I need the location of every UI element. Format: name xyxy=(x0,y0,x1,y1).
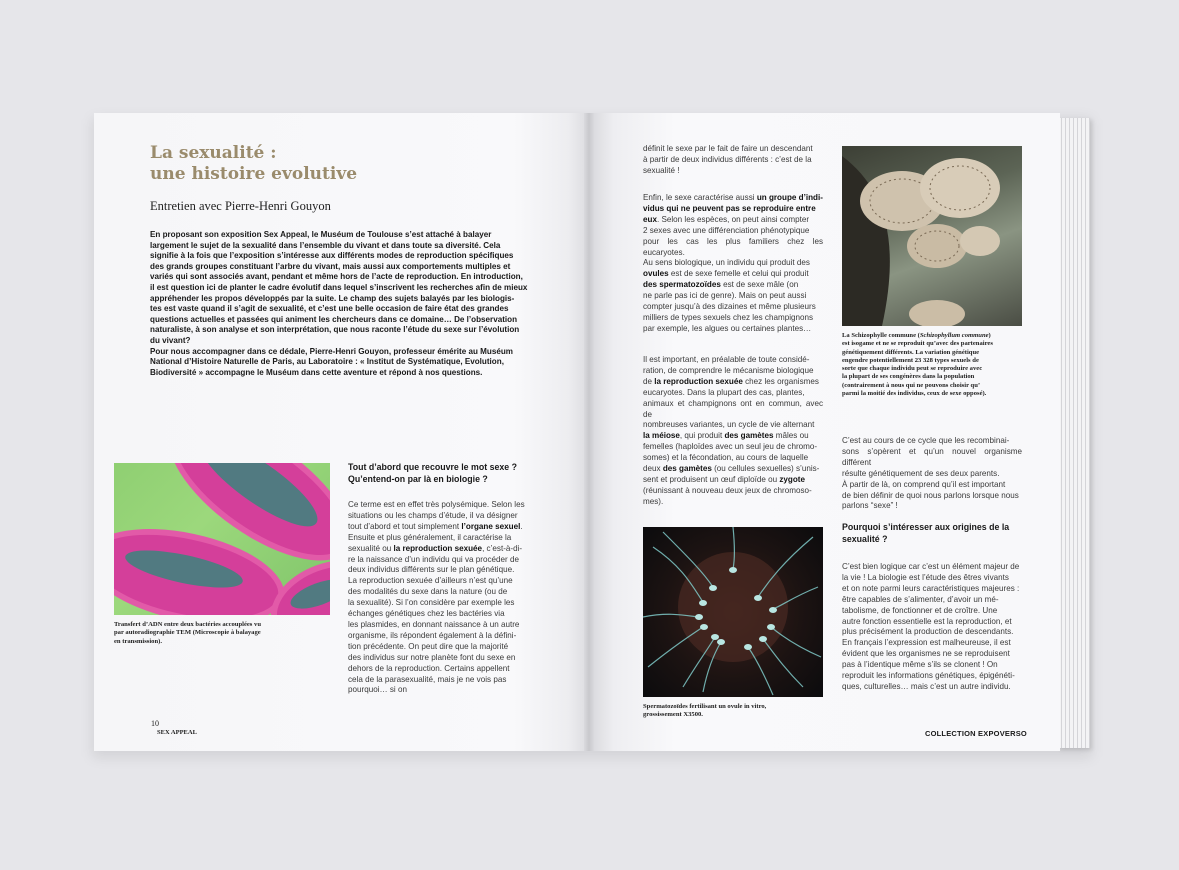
body-line: pour les cas les plus familiers chez les eucaryotes. xyxy=(643,236,823,257)
body-line: re la naissance d’un individu qui va procéder de xyxy=(348,554,519,564)
intro-line: National d’Histoire Naturelle de Paris, au Laboratoire : « Institut de Systématique, Evolution, xyxy=(150,357,504,367)
body-line: Ce terme est en effet très polysémique. Selon les xyxy=(348,500,525,509)
caption-line: (contrairement à nous qui ne pouvons choisir qu’ xyxy=(842,381,981,389)
body-line: milliers de types sexuels chez les champignons xyxy=(643,312,814,322)
bacteria-caption xyxy=(114,621,330,646)
footer-label: COLLECTION xyxy=(925,729,976,738)
body-line: ne parle pas ici de genre). Mais on peut aussi xyxy=(643,291,807,301)
body-line: somes) et la fécondation, au cours de laquelle xyxy=(643,453,809,463)
article-title xyxy=(150,143,480,185)
intro-line: naturaliste, à son analyse et son interprétation, que nous raconte l’étude du sexe sur l’évolution xyxy=(150,325,520,335)
book-gutter xyxy=(584,113,594,751)
body-line: sexualité ou la reproduction sexuée, c’est-à-di- xyxy=(348,543,523,553)
body-line: situations ou les champs d’étude, il va désigner xyxy=(348,510,518,520)
intro-line: largement le sujet de la sexualité dans l’ensemble du vivant et dans toute sa diversité. Cela xyxy=(150,240,501,250)
page-number: 10 xyxy=(151,719,159,728)
right-col1-mid-text xyxy=(643,193,823,335)
right-col1-top-text xyxy=(643,144,823,177)
intro-paragraph xyxy=(150,230,531,378)
collection-footer xyxy=(925,729,1027,738)
body-line: être capables de s’alimenter, d’avoir un mé- xyxy=(842,594,999,604)
question-line: Pourquoi s’intéresser aux origines de la xyxy=(842,522,1010,532)
body-line: compter jusqu’à des dizaines et même plusieurs xyxy=(643,302,816,312)
body-line: deux des gamètes (ou cellules sexuelles) s’unis- xyxy=(643,464,820,474)
body-line: tion précédente. On peut dire que la majorité xyxy=(348,641,509,651)
caption-line: génétiquement différents. La variation génétique xyxy=(842,348,980,356)
article-title-line: La sexualité : xyxy=(150,143,277,163)
caption-line: en transmission). xyxy=(114,637,162,645)
species-name: Schizophyllum commune xyxy=(919,332,989,339)
body-line: C’est bien logique car c’est un élément majeur de xyxy=(842,562,1020,571)
question-heading-2 xyxy=(842,522,1022,545)
caption-line: Spermatozoïdes fertilisant un ovule in vitro, xyxy=(643,703,767,710)
intro-line: variés qui sont associés avant, pendant et même hors de l’acte de reproduction. En introduction, xyxy=(150,272,523,282)
body-line: sent et produisent un œuf diploïde ou zygote xyxy=(643,474,805,484)
right-col1-bottom-text xyxy=(643,355,823,508)
caption-line: engendre potentiellement 23 328 types sexuels de xyxy=(842,356,979,364)
body-line: des individus sur notre planète font du sexe en xyxy=(348,652,516,662)
body-line: évident que les organismes ne se reproduisent xyxy=(842,649,1010,659)
sperm-image xyxy=(643,527,823,697)
body-line: et on note parmi leurs caractéristiques majeures : xyxy=(842,583,1020,593)
body-line: La reproduction sexuée d’ailleurs n’est qu’une xyxy=(348,576,513,586)
body-line: de la reproduction sexuée chez les organismes xyxy=(643,376,819,386)
bacteria-image xyxy=(114,463,330,615)
caption-line: grossissement X3500. xyxy=(643,711,703,719)
body-line: vidus qui ne peuvent pas se reproduire entre xyxy=(643,203,816,213)
body-line: mes). xyxy=(643,496,664,506)
intro-line: il est question ici de planter le cadre évolutif dans lequel s’inscrivent les recherches afin de mieux xyxy=(150,282,528,292)
body-line: deux individus différents sur le plan génétique. xyxy=(348,565,515,575)
body-line: tout d’abord et tout simplement l’organe sexuel. xyxy=(348,521,523,531)
body-line: tabolisme, de fonctionner et de croître. Une xyxy=(842,605,998,615)
sperm-caption xyxy=(643,703,833,720)
body-line: la vie ! La biologie est l’étude des êtres vivants xyxy=(842,572,1009,582)
caption-line xyxy=(842,332,1024,340)
body-line: résulte génétiquement de ses deux parents. xyxy=(842,468,1000,478)
body-line: animaux et champignons ont en commun, avec de xyxy=(643,398,823,419)
body-line: Au sens biologique, un individu qui produit des xyxy=(643,258,810,268)
body-line: reproduit les informations génétiques, épigénéti- xyxy=(842,671,1015,681)
body-line: la méiose, qui produit des gamètes mâles ou xyxy=(643,431,809,441)
caption-text: La Schizophylle commune ( xyxy=(842,332,920,339)
intro-line: des grands groupes constituant l’arbre du vivant, mais aussi aux comportements multiples et xyxy=(150,261,511,271)
body-line: par exemple, les algues ou certaines plantes… xyxy=(643,323,812,333)
intro-line: signifie à la fois que l’exposition s’intéresse aux différents modes de reproduction spécifiques xyxy=(150,251,514,261)
caption-text: ) xyxy=(988,332,991,339)
body-line: parlons “sexe” ! xyxy=(842,501,898,511)
body-line: nombreuses variantes, un cycle de vie alternant xyxy=(643,420,815,430)
body-line: pourquoi… si on xyxy=(348,685,407,695)
body-line: C’est au cours de ce cycle que les recombinai- xyxy=(842,436,1010,445)
caption-line: par autoradiographie TEM (Microscopie à balayage xyxy=(114,629,261,637)
question-heading xyxy=(348,462,531,485)
body-line: Ensuite et plus généralement, il caractérise la xyxy=(348,532,512,542)
intro-line: appréhender les propos développés par la suite. Le champ des sujets balayés par les biologis- xyxy=(150,293,515,303)
page-edges xyxy=(1058,118,1090,748)
intro-line: du vivant? xyxy=(150,335,191,345)
body-line: eucaryotes. Dans la plupart des cas, plantes, xyxy=(643,387,805,397)
body-line: Il est important, en préalable de toute considé- xyxy=(643,355,810,364)
body-line: À partir de là, on comprend qu’il est important xyxy=(842,479,1006,489)
sperm-illustration xyxy=(643,527,823,697)
body-line: ques, culturelles… mais c’est un autre individu. xyxy=(842,681,1011,691)
question-line: Qu’entend-on par là en biologie ? xyxy=(348,473,488,484)
body-line: des spermatozoïdes est de sexe mâle (on xyxy=(643,280,799,290)
question-line: sexualité ? xyxy=(842,533,888,544)
body-line: échanges génétiques chez les bactéries via xyxy=(348,609,505,619)
right-col2-bottom-text xyxy=(842,562,1022,693)
intro-line: Biodiversité » accompagne le Muséum dans cette aventure et répond à nos questions. xyxy=(150,367,483,377)
intro-line: Pour nous accompagner dans ce dédale, Pierre-Henri Gouyon, professeur émérite au Muséum xyxy=(150,346,513,356)
article-title-line: une histoire evolutive xyxy=(150,164,358,184)
body-line: autre fonction essentielle est la reproduction, et xyxy=(842,616,1012,626)
body-line: ovules est de sexe femelle et celui qui produit xyxy=(643,269,809,279)
body-line: de bien définir de quoi nous parlons lorsque nous xyxy=(842,490,1019,500)
caption-line: Transfert d’ADN entre deux bactéries accouplées vu xyxy=(114,621,261,628)
mushroom-illustration xyxy=(842,146,1022,326)
body-line: la sexualité). Si l’on considère par exemple les xyxy=(348,598,515,608)
body-line: dehors de la reproduction. Certains appellent xyxy=(348,663,510,673)
mushroom-image xyxy=(842,146,1022,326)
caption-line: la plupart de ses congénères dans la population xyxy=(842,373,975,381)
body-line: eux. Selon les espèces, on peut ainsi compter xyxy=(643,214,810,224)
caption-line: est isogame et ne se reproduit qu’avec des partenaires xyxy=(842,340,993,348)
body-line: sons s’opèrent et qu’un nouvel organisme différent xyxy=(842,446,1022,467)
intro-line: En proposant son exposition Sex Appeal, le Muséum de Toulouse s’est attaché à balayer xyxy=(150,230,492,239)
caption-line: sorte que chaque individu peut se reproduire avec xyxy=(842,365,983,373)
body-line: organisme, ils répondent également à la défini- xyxy=(348,630,517,640)
body-line: plus précisément la production de descendants. xyxy=(842,627,1014,637)
body-line: En français l’expression est malheureuse, il est xyxy=(842,638,1011,648)
running-title: SEX APPEAL xyxy=(157,729,197,736)
body-line: à partir de deux individus différents : c’est de la xyxy=(643,154,812,164)
article-subtitle: Entretien avec Pierre-Henri Gouyon xyxy=(150,199,331,213)
body-line: des modalités du sexe dans la nature (ou de xyxy=(348,587,508,597)
caption-line: parmi la moitié des individus, ceux de sexe opposé). xyxy=(842,390,987,398)
body-line: Enfin, le sexe caractérise aussi un groupe d’indi- xyxy=(643,193,823,202)
body-line: pas à l’identique même s’ils se clonent ! On xyxy=(842,660,998,670)
body-line: les plasmides, en donnant naissance à un autre xyxy=(348,619,520,629)
left-body-text xyxy=(348,500,531,696)
question-line: Tout d’abord que recouvre le mot sexe ? xyxy=(348,462,517,472)
right-col2-mid-text xyxy=(842,436,1022,512)
intro-line: questions actuelles et passées qui animent les chercheurs dans ce domaine… De l’observation xyxy=(150,314,518,324)
body-line: cela de la parasexualité, mais je ne vois pas xyxy=(348,674,507,684)
body-line: femelles (haploïdes avec un seul jeu de chromo- xyxy=(643,442,818,452)
footer-brand: EXPOVERSO xyxy=(978,729,1027,738)
body-line: (réunissant à nouveau deux jeux de chromoso- xyxy=(643,485,812,495)
mushroom-caption xyxy=(842,332,1024,398)
body-line: définit le sexe par le fait de faire un descendant xyxy=(643,144,813,153)
body-line: sexualité ! xyxy=(643,165,680,175)
body-line: 2 sexes avec une différenciation phénotypique xyxy=(643,225,810,235)
intro-line: tes est vaste quand il s’agit de sexualité, et c’est une belle occasion de faire état des grandes xyxy=(150,304,509,314)
body-line: ration, de comprendre le mécanisme biologique xyxy=(643,365,814,375)
